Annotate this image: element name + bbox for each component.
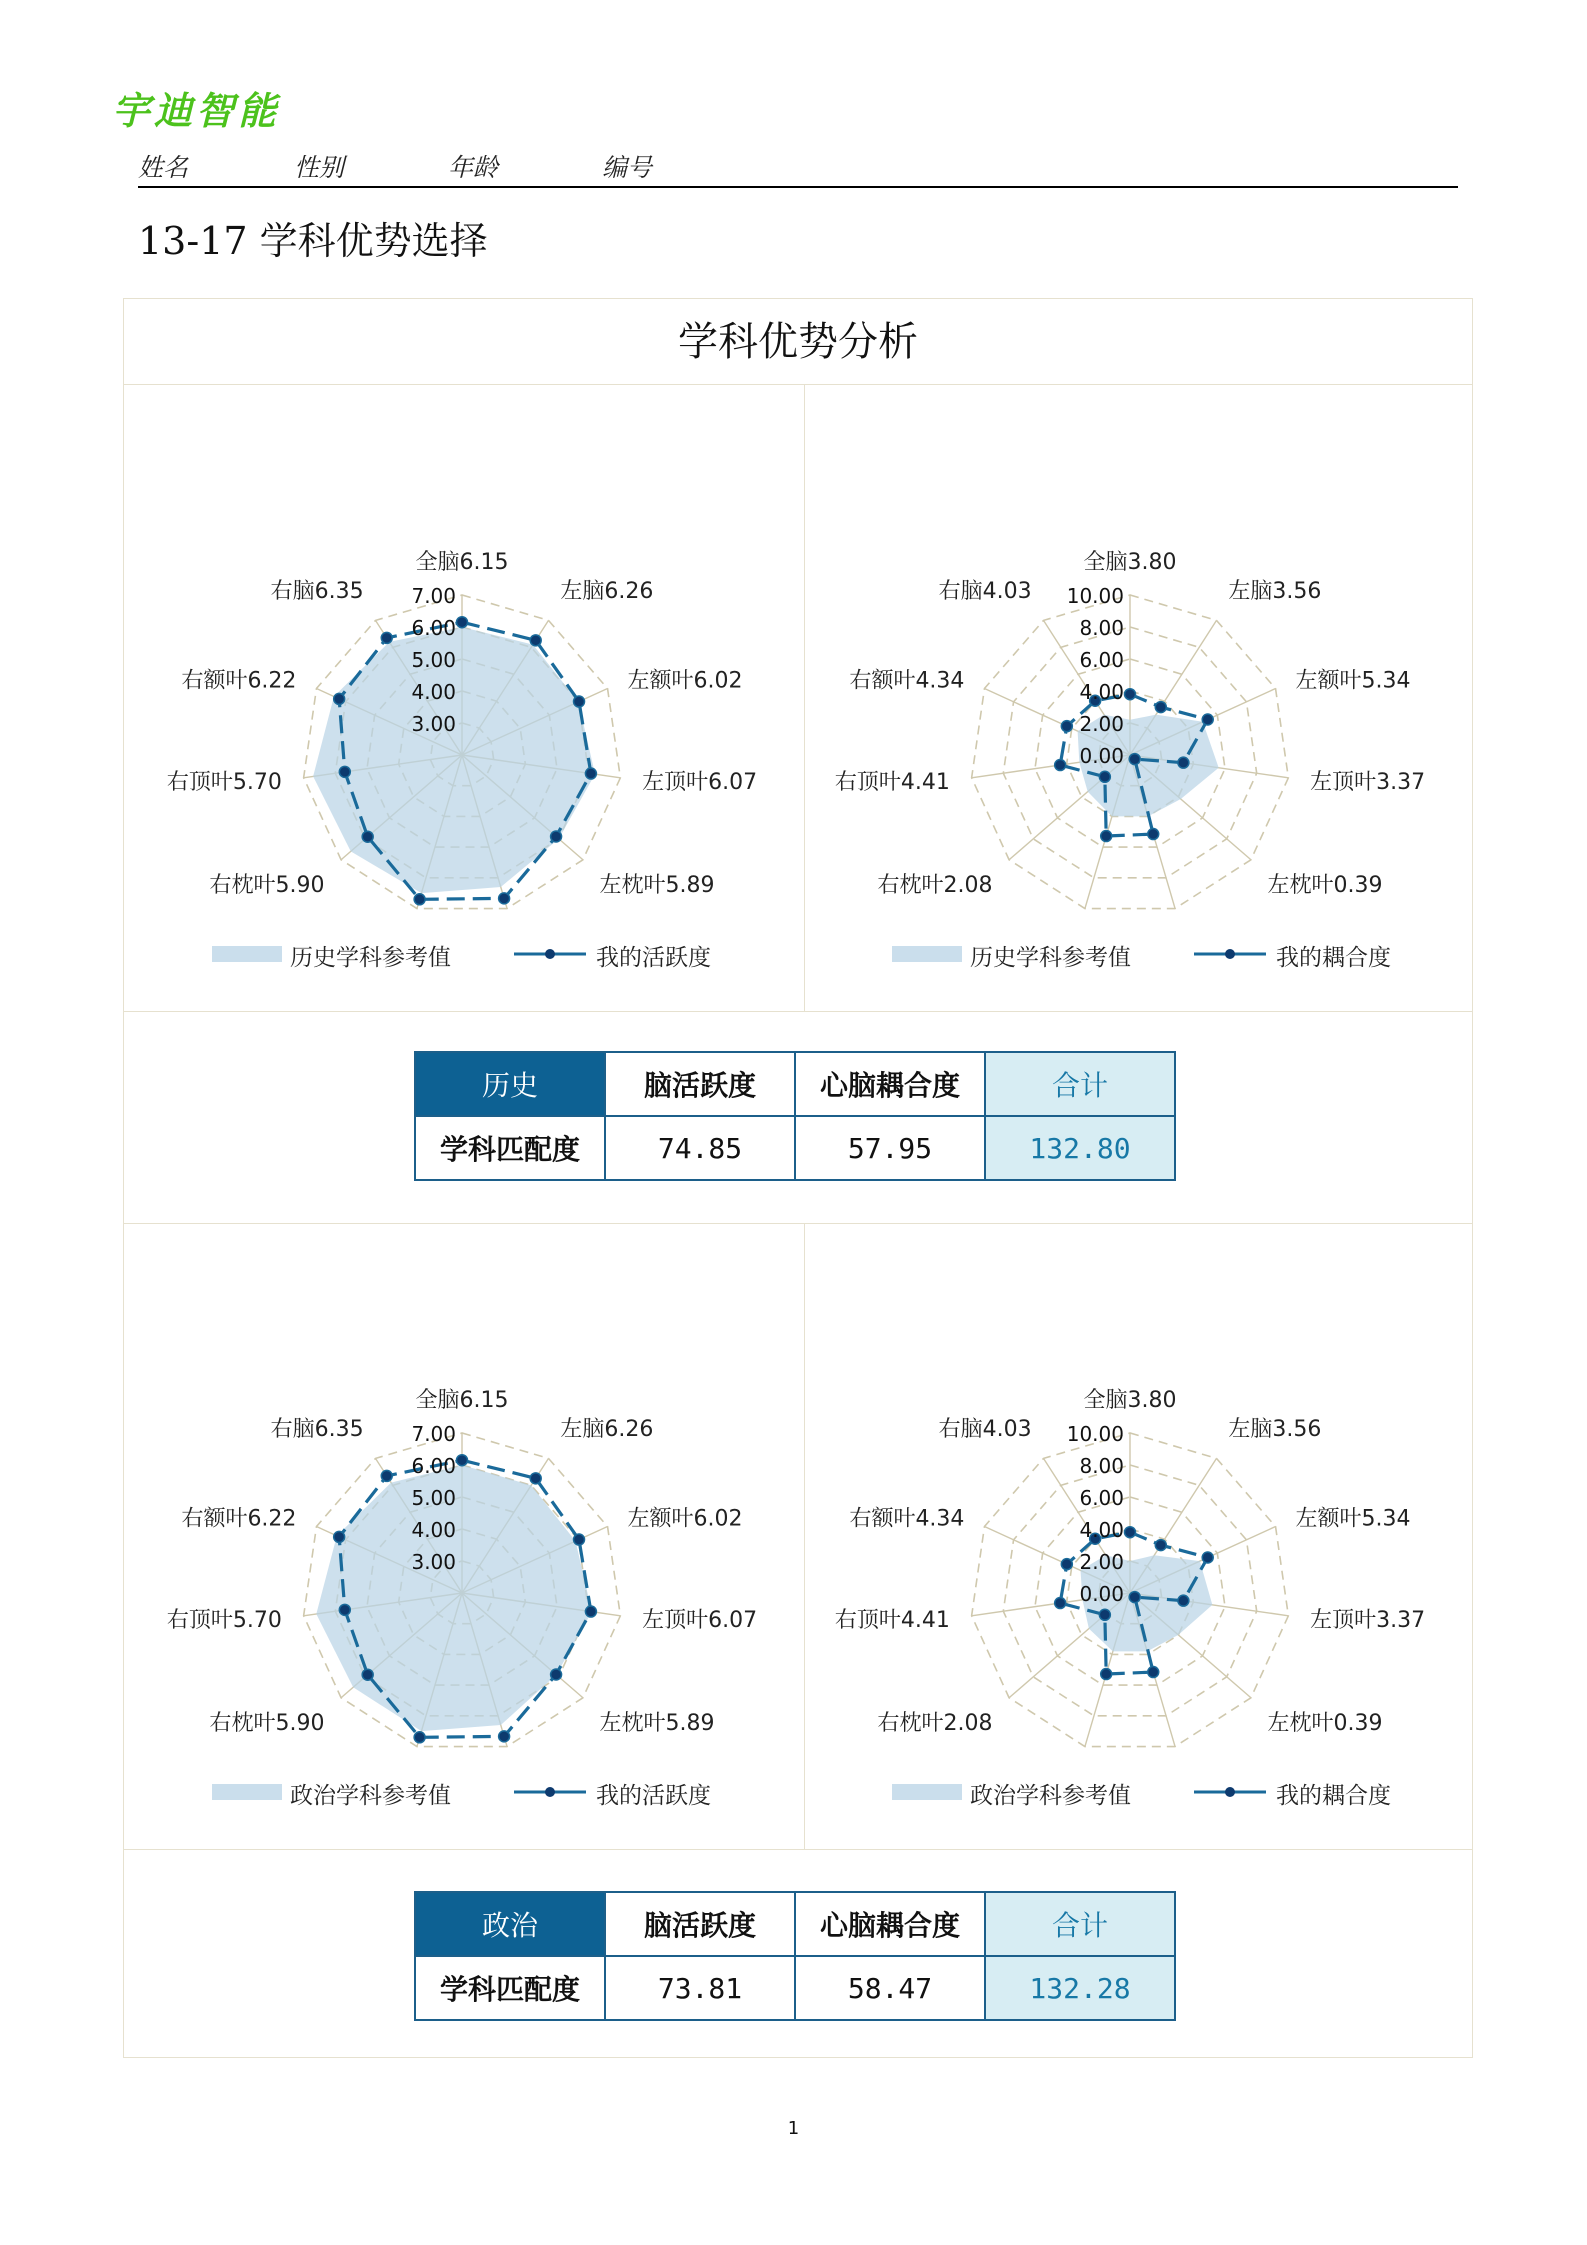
data-point [334, 1531, 345, 1542]
analysis-frame [123, 298, 1473, 2058]
legend-ref-label: 历史学科参考值 [290, 945, 451, 971]
data-point [457, 617, 468, 628]
tick-label: 6.00 [411, 616, 456, 640]
data-point [1155, 1540, 1166, 1551]
total-header: 合计 [985, 1892, 1175, 1956]
personal-info-row [138, 148, 1458, 188]
data-point [1148, 829, 1159, 840]
tick-label: 3.00 [411, 712, 456, 736]
axis-label: 全脑3.80 [1083, 1388, 1177, 1413]
legend-ref-label: 政治学科参考值 [970, 1783, 1131, 1809]
legend-line-label: 我的活跃度 [596, 1783, 711, 1809]
data-point [585, 1606, 596, 1617]
total-header: 合计 [985, 1052, 1175, 1116]
axis-label: 右枕叶5.90 [209, 873, 325, 899]
legend-ref-label: 历史学科参考值 [970, 945, 1131, 971]
data-point [1101, 831, 1112, 842]
axis-label: 左顶叶6.07 [642, 769, 758, 795]
legend-line-swatch [512, 939, 588, 969]
data-point [574, 696, 585, 707]
divider [124, 1011, 1472, 1012]
radar-svg [804, 385, 1474, 925]
tick-label: 3.00 [411, 1550, 456, 1574]
tick-label: 7.00 [411, 584, 456, 608]
legend [892, 1777, 1452, 1807]
col-header: 脑活跃度 [605, 1892, 795, 1956]
legend [892, 939, 1452, 969]
axis-label: 左额叶5.34 [1295, 668, 1411, 694]
tick-label: 6.00 [411, 1454, 456, 1478]
legend [212, 1777, 772, 1807]
radar-svg [124, 1223, 804, 1763]
data-point [574, 1534, 585, 1545]
data-point [381, 632, 392, 643]
tick-label: 4.00 [1079, 680, 1124, 704]
radar-svg [124, 385, 804, 925]
axis-label: 全脑3.80 [1083, 550, 1177, 575]
axis-label: 右脑6.35 [270, 578, 364, 604]
axis-label: 左顶叶3.37 [1310, 769, 1426, 795]
page-title: 13-17 学科优势选择 [138, 219, 488, 263]
coupling-value: 58.47 [795, 1956, 985, 2020]
legend-ref-label: 政治学科参考值 [290, 1783, 451, 1809]
axis-label: 右枕叶2.08 [877, 1711, 993, 1737]
axis-label: 左枕叶0.39 [1267, 1711, 1383, 1737]
data-point [457, 1455, 468, 1466]
tick-label: 8.00 [1079, 616, 1124, 640]
brand-logo: 宇迪智能 [112, 89, 281, 133]
legend-line-swatch [512, 1777, 588, 1807]
axis-label: 左脑6.26 [560, 578, 654, 604]
data-point [1125, 689, 1136, 700]
tick-label: 4.00 [1079, 1518, 1124, 1542]
gender-label: 性别 [294, 153, 345, 182]
subject-cell: 历史 [415, 1052, 605, 1116]
axis-label: 全脑6.15 [415, 550, 509, 575]
axis-label: 全脑6.15 [415, 1388, 509, 1413]
data-point [1129, 754, 1140, 765]
axis-label: 左额叶5.34 [1295, 1506, 1411, 1532]
axis-label: 左顶叶6.07 [642, 1607, 758, 1633]
legend-line-label: 我的耦合度 [1276, 945, 1391, 971]
data-point [551, 831, 562, 842]
data-point [1055, 1598, 1066, 1609]
id-label: 编号 [602, 153, 653, 182]
history-score-table [414, 1051, 1176, 1181]
history-coupling-chart [804, 385, 1474, 1011]
total-value: 132.28 [985, 1956, 1175, 2020]
axis-label: 右脑4.03 [938, 578, 1032, 604]
activity-value: 74.85 [605, 1116, 795, 1180]
politics-score-table [414, 1891, 1176, 2021]
axis-label: 左枕叶5.89 [599, 1711, 715, 1737]
axis-label: 右顶叶4.41 [834, 769, 950, 795]
data-point [1061, 721, 1072, 732]
data-point [551, 1669, 562, 1680]
section-title: 学科优势分析 [124, 299, 1472, 385]
data-point [414, 1732, 425, 1743]
tick-label: 0.00 [1079, 1582, 1124, 1606]
total-value: 132.80 [985, 1116, 1175, 1180]
axis-label: 左额叶6.02 [627, 668, 743, 694]
axis-label: 左脑3.56 [1228, 1416, 1322, 1442]
data-point [1129, 1592, 1140, 1603]
tick-label: 5.00 [411, 1486, 456, 1510]
axis-label: 右额叶6.22 [181, 1506, 297, 1532]
legend-line-swatch [1192, 1777, 1268, 1807]
data-point [1125, 1527, 1136, 1538]
data-point [1148, 1667, 1159, 1678]
data-point [499, 893, 510, 904]
axis-label: 右枕叶2.08 [877, 873, 993, 899]
data-point [381, 1470, 392, 1481]
axis-label: 右脑6.35 [270, 1416, 364, 1442]
col-header: 心脑耦合度 [795, 1892, 985, 1956]
legend-area-swatch [212, 946, 282, 962]
legend-area-swatch [892, 1784, 962, 1800]
data-point [414, 894, 425, 905]
data-point [1055, 760, 1066, 771]
tick-label: 2.00 [1079, 712, 1124, 736]
axis-label: 左枕叶0.39 [1267, 873, 1383, 899]
legend-line-label: 我的活跃度 [596, 945, 711, 971]
divider [124, 1849, 1472, 1850]
tick-label: 8.00 [1079, 1454, 1124, 1478]
tick-label: 4.00 [411, 1518, 456, 1542]
data-point [362, 1669, 373, 1680]
axis-label: 左顶叶3.37 [1310, 1607, 1426, 1633]
axis-label: 右额叶4.34 [849, 668, 965, 694]
col-header: 脑活跃度 [605, 1052, 795, 1116]
axis-label: 右额叶6.22 [181, 668, 297, 694]
legend-line-swatch [1192, 939, 1268, 969]
politics-activity-chart [124, 1223, 804, 1849]
axis-label: 右顶叶5.70 [166, 1607, 282, 1633]
tick-label: 6.00 [1079, 648, 1124, 672]
data-point [530, 635, 541, 646]
row-label: 学科匹配度 [415, 1956, 605, 2020]
data-point [1099, 1609, 1110, 1620]
politics-coupling-chart [804, 1223, 1474, 1849]
tick-label: 6.00 [1079, 1486, 1124, 1510]
axis-label: 右额叶4.34 [849, 1506, 965, 1532]
data-point [334, 693, 345, 704]
data-point [530, 1473, 541, 1484]
coupling-value: 57.95 [795, 1116, 985, 1180]
radar-svg [804, 1223, 1474, 1763]
legend-line-label: 我的耦合度 [1276, 1783, 1391, 1809]
tick-label: 10.00 [1066, 584, 1124, 608]
legend-area-swatch [892, 946, 962, 962]
tick-label: 10.00 [1066, 1422, 1124, 1446]
data-point [1099, 771, 1110, 782]
data-point [1178, 757, 1189, 768]
tick-label: 5.00 [411, 648, 456, 672]
activity-value: 73.81 [605, 1956, 795, 2020]
axis-label: 左额叶6.02 [627, 1506, 743, 1532]
col-header: 心脑耦合度 [795, 1052, 985, 1116]
age-label: 年龄 [448, 153, 499, 182]
data-point [339, 1604, 350, 1615]
data-point [1155, 702, 1166, 713]
axis-label: 右脑4.03 [938, 1416, 1032, 1442]
legend-area-swatch [212, 1784, 282, 1800]
data-point [362, 831, 373, 842]
legend [212, 939, 772, 969]
data-point [1101, 1669, 1112, 1680]
axis-label: 右顶叶5.70 [166, 769, 282, 795]
axis-label: 左脑6.26 [560, 1416, 654, 1442]
data-point [1202, 1552, 1213, 1563]
subject-cell: 政治 [415, 1892, 605, 1956]
tick-label: 0.00 [1079, 744, 1124, 768]
axis-label: 右顶叶4.41 [834, 1607, 950, 1633]
data-point [1178, 1595, 1189, 1606]
row-label: 学科匹配度 [415, 1116, 605, 1180]
axis-label: 左枕叶5.89 [599, 873, 715, 899]
name-label: 姓名 [138, 153, 189, 182]
data-point [1061, 1559, 1072, 1570]
page-number: 1 [787, 2118, 800, 2139]
axis-label: 右枕叶5.90 [209, 1711, 325, 1737]
data-point [585, 768, 596, 779]
history-activity-chart [124, 385, 804, 1011]
data-point [339, 766, 350, 777]
data-point [499, 1731, 510, 1742]
axis-label: 左脑3.56 [1228, 578, 1322, 604]
data-point [1202, 714, 1213, 725]
tick-label: 4.00 [411, 680, 456, 704]
tick-label: 7.00 [411, 1422, 456, 1446]
tick-label: 2.00 [1079, 1550, 1124, 1574]
